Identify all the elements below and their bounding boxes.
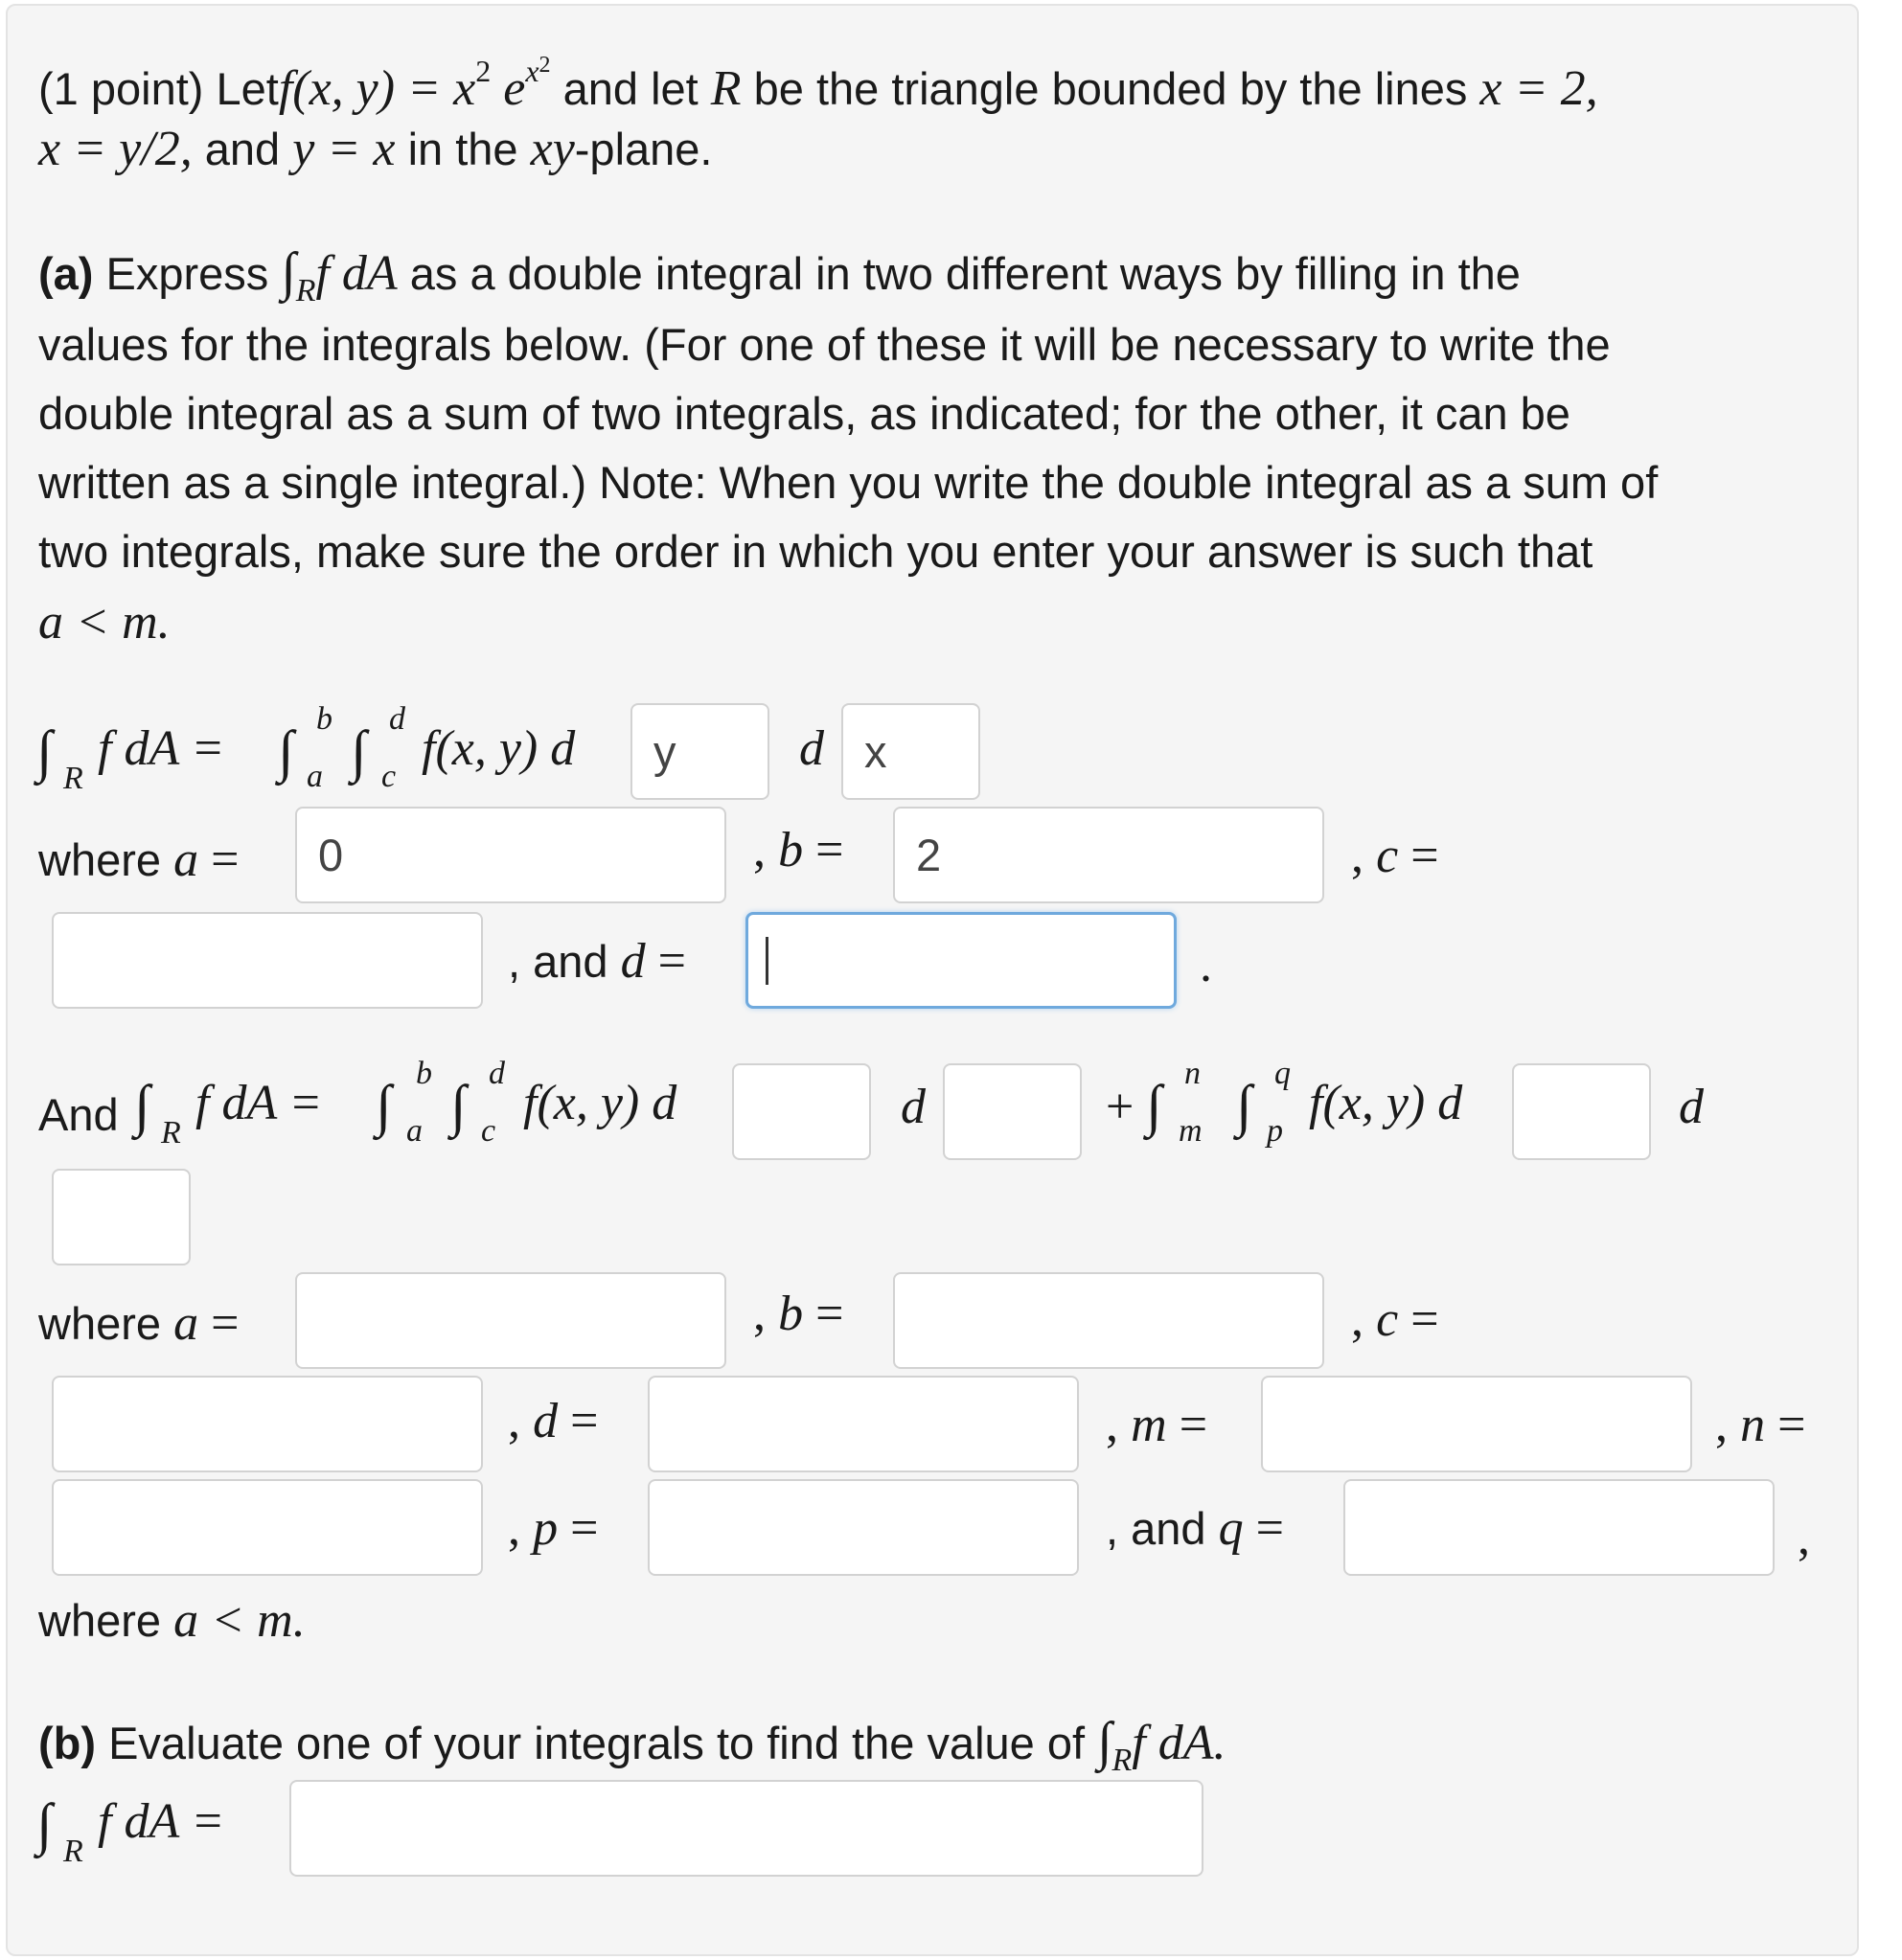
part-a-line5: two integrals, make sure the order in which you enter your answer is such that [38,526,1593,577]
plus-sign: + [1106,1080,1134,1134]
outer-integral-symbol: ∫ [278,719,294,783]
c2-input[interactable] [52,1376,483,1472]
c-label: , c = [1351,829,1439,883]
and-q-label: , and q = [1106,1501,1284,1556]
where-a-label: where a = [38,832,240,887]
b2-label: , b = [753,1287,844,1341]
integral-symbol: ∫ [36,719,53,783]
integrand: f(x, y) d [422,721,576,776]
inner-var-input[interactable]: y [630,703,769,800]
limit-b-2: b [416,1056,432,1091]
part-a-condition: a < m. [38,595,171,650]
part-a-line4: written as a single integral.) Note: When you write the double integral as a sum of [38,457,1659,508]
part-b-label: (b) [38,1718,97,1768]
outer-var-input[interactable]: x [841,703,980,800]
b2-input[interactable] [893,1272,1324,1369]
where-a-lt-m: where a < m. [38,1593,306,1648]
d-input[interactable] [745,912,1177,1009]
f-dA-label-b: f dA = [98,1794,225,1849]
outer-integral-symbol-3: ∫ [1146,1074,1162,1137]
limit-d-2: d [489,1056,505,1091]
period-mark: . [1200,938,1212,992]
a-input[interactable]: 0 [295,807,726,903]
var3-input[interactable] [1512,1063,1651,1160]
p-label: , p = [508,1501,599,1556]
inner-integral-symbol-3: ∫ [1236,1074,1252,1137]
points-label: (1 point) [38,63,204,114]
var2-input[interactable] [943,1063,1082,1160]
comma-mark: , [1798,1511,1810,1565]
m-label: , m = [1106,1398,1208,1452]
and-label: And [38,1089,119,1140]
limit-c: c [381,759,397,794]
integrand-3: f(x, y) d [1309,1076,1463,1130]
integral-symbol-b: ∫ [36,1792,53,1856]
region-subscript-b: R [63,1834,83,1869]
d-label-2: d [901,1080,926,1134]
limit-c-2: c [481,1113,496,1149]
d-label: d [799,721,824,776]
b-label: , b = [753,823,844,877]
n-label: , n = [1715,1398,1806,1452]
f-dA-label-2: f dA = [195,1076,323,1130]
integrand-2: f(x, y) d [523,1076,677,1130]
where-a-label-2: where a = [38,1296,240,1351]
limit-q: q [1274,1056,1291,1091]
d-label-3: d [1679,1080,1704,1134]
limit-d: d [389,701,405,737]
part-a-line1: (a) Express $\int_Rf$ dA as a double integral in two different ways by filling in the [38,242,1521,308]
m-input[interactable] [1261,1376,1692,1472]
problem-statement: (1 point) Letf(x, $y) = x^2$ $e^{x^2}$ and let R be the triangle bounded by the lines x = 2, [38,53,1598,116]
outer-integral-symbol-2: ∫ [376,1074,392,1137]
region-subscript: R [63,761,83,796]
limit-a: a [307,759,323,794]
a2-input[interactable] [295,1272,726,1369]
region-subscript-2: R [161,1115,181,1151]
q-input[interactable] [1343,1479,1775,1576]
var4-input[interactable] [52,1169,191,1265]
answer-input[interactable] [289,1780,1203,1877]
limit-b: b [316,701,332,737]
limit-n: n [1184,1056,1201,1091]
c-input[interactable] [52,912,483,1009]
function-definition: f(x, $y) = x^2$ $e^{x^2}$ [278,53,551,116]
integral-symbol-2: ∫ [134,1074,150,1137]
n-input[interactable] [52,1479,483,1576]
text-caret [766,937,768,985]
inner-integral-symbol-2: ∫ [450,1074,467,1137]
part-a-label: (a) [38,248,94,299]
limit-p: p [1267,1113,1283,1149]
d2-input[interactable] [648,1376,1079,1472]
and-d-label: , and d = [508,934,686,989]
integral-symbol-inline: ∫ [281,242,296,302]
problem-statement-line2: x = y/2, and y = x in the xy-plane. [38,122,713,176]
d2-label: , d = [508,1394,599,1448]
limit-m: m [1179,1113,1203,1149]
c2-label: , c = [1351,1292,1439,1347]
var1-input[interactable] [732,1063,871,1160]
p-input[interactable] [648,1479,1079,1576]
f-dA-label: f dA = [98,721,225,776]
b-input[interactable]: 2 [893,807,1324,903]
limit-a-2: a [406,1113,423,1149]
inner-integral-symbol: ∫ [351,719,367,783]
part-a-line3: double integral as a sum of two integrals, as indicated; for the other, it can be [38,388,1570,439]
part-b-text: (b) Evaluate one of your integrals to find the value of $\int_Rf$ dA. [38,1712,1226,1778]
part-a-line2: values for the integrals below. (For one of these it will be necessary to write the [38,319,1611,370]
